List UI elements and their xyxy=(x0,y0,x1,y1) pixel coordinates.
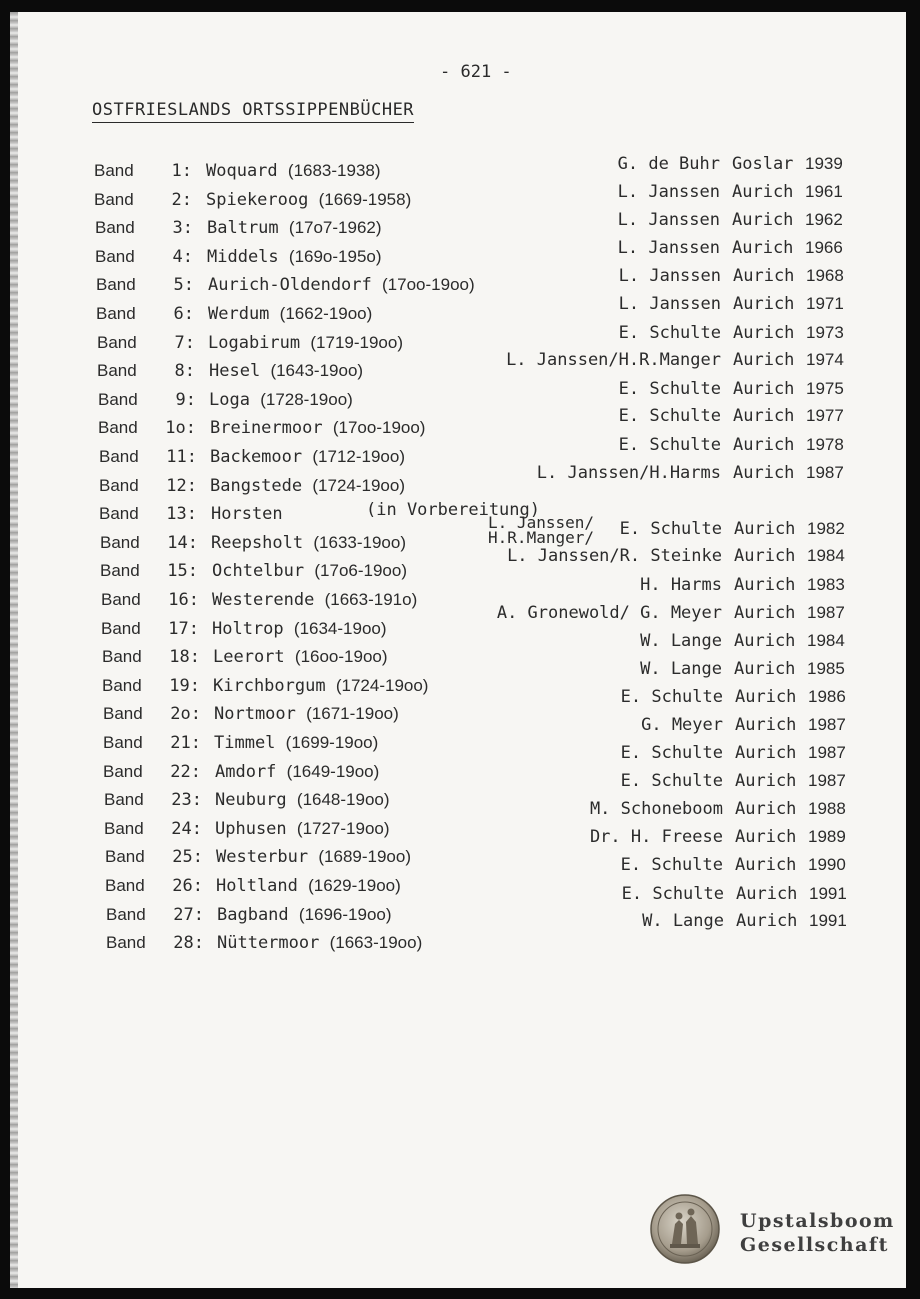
year-range: (1728-19oo) xyxy=(260,390,353,409)
publication-year: 1987 xyxy=(806,463,844,482)
publication-place: Aurich xyxy=(734,546,796,566)
year-range: (1669-1958) xyxy=(318,190,412,209)
author-name: G. de Buhr xyxy=(617,154,720,174)
band-number: 6: xyxy=(173,304,194,324)
document-page xyxy=(10,12,906,1288)
publication-year: 1987 xyxy=(808,771,846,790)
band-number: 18: xyxy=(169,647,200,667)
publication-year: 1985 xyxy=(807,659,845,678)
band-number: 19: xyxy=(169,676,200,696)
author-name: L. Janssen xyxy=(618,294,721,314)
author-name: E. Schulte xyxy=(620,743,723,763)
band-number: 3: xyxy=(172,218,193,238)
author-name: L. Janssen xyxy=(617,182,720,202)
band-title xyxy=(213,676,428,696)
author xyxy=(619,379,721,399)
author xyxy=(618,238,720,258)
publication-year: 1974 xyxy=(806,350,844,369)
band-number: 28: xyxy=(173,933,204,953)
author-name: E. Schulte xyxy=(618,406,721,426)
publication-year: 1987 xyxy=(808,715,846,734)
band-title xyxy=(209,361,363,381)
author xyxy=(621,743,723,763)
author xyxy=(619,323,721,343)
band-label: Band xyxy=(94,161,134,180)
band-number: 1o: xyxy=(165,418,196,438)
publication-year: 1973 xyxy=(806,323,844,342)
year-range: (1663-19oo) xyxy=(329,933,423,952)
publication-year: 1990 xyxy=(808,855,846,874)
band-label: Band xyxy=(104,790,144,809)
author-name: L. Janssen/H.Harms xyxy=(536,463,721,483)
publication-place: Aurich xyxy=(734,519,796,539)
author-name: A. Gronewold/ G. Meyer xyxy=(496,603,722,623)
band-title xyxy=(216,876,401,896)
author-name: H. Harms xyxy=(640,575,722,595)
band-label: Band xyxy=(100,533,140,552)
year-range: (1648-19oo) xyxy=(296,790,390,809)
publication-year: 1983 xyxy=(807,575,845,594)
band-list xyxy=(10,12,906,1288)
band-title xyxy=(216,847,411,867)
place-name: Backemoor xyxy=(210,447,303,467)
band-label: Band xyxy=(106,905,146,924)
author xyxy=(506,350,721,370)
band-number: 16: xyxy=(168,590,199,610)
page-number: - 621 - xyxy=(440,62,512,82)
author-name: W. Lange xyxy=(642,911,724,931)
band-number: 7: xyxy=(174,333,195,353)
year-range: (1712-19oo) xyxy=(312,447,405,466)
author xyxy=(488,513,722,547)
author xyxy=(618,154,720,174)
place-name: Werdum xyxy=(208,304,270,324)
publication-year: 1984 xyxy=(807,631,845,650)
place-name: Bangstede xyxy=(210,476,303,496)
author-name: E. Schulte xyxy=(618,435,721,455)
year-range: (1683-1938) xyxy=(287,161,381,180)
band-label: Band xyxy=(97,333,137,352)
place-name: Logabirum xyxy=(208,333,301,353)
author-name: L. Janssen xyxy=(617,238,720,258)
society-name xyxy=(740,1209,895,1257)
author-name: L. Janssen xyxy=(618,266,721,286)
publication-place: Aurich xyxy=(736,911,798,931)
author xyxy=(618,210,720,230)
band-title xyxy=(210,418,425,438)
publication-year: 1975 xyxy=(806,379,844,398)
author xyxy=(621,771,723,791)
band-label: Band xyxy=(99,476,139,495)
band-label: Band xyxy=(99,504,139,523)
author xyxy=(640,631,722,651)
place-name: Baltrum xyxy=(207,218,279,238)
place-name: Ochtelbur xyxy=(212,561,305,581)
band-number: 17: xyxy=(168,619,199,639)
seal-logo-icon xyxy=(650,1194,720,1264)
band-title xyxy=(211,504,283,524)
publication-year: 1987 xyxy=(808,743,846,762)
year-range: (1727-19oo) xyxy=(296,819,390,838)
year-range: (1634-19oo) xyxy=(293,619,387,638)
author xyxy=(621,687,723,707)
band-number: 4: xyxy=(172,247,193,267)
band-title xyxy=(209,390,353,410)
author-name: L. Janssen xyxy=(617,210,720,230)
year-range: (1649-19oo) xyxy=(286,762,380,781)
place-name: Nortmoor xyxy=(214,704,296,724)
band-title xyxy=(215,762,379,782)
publication-place: Aurich xyxy=(732,182,794,202)
place-name: Holtland xyxy=(216,876,298,896)
place-name: Breinermoor xyxy=(210,418,323,438)
publication-year: 1986 xyxy=(808,687,846,706)
place-name: Kirchborgum xyxy=(213,676,326,696)
page-title: OSTFRIESLANDS ORTSSIPPENBÜCHER xyxy=(92,100,414,123)
place-name: Timmel xyxy=(214,733,276,753)
band-title xyxy=(215,790,390,810)
year-range: (1663-191o) xyxy=(324,590,418,609)
author-name: M. Schoneboom xyxy=(589,799,723,819)
publication-place: Aurich xyxy=(735,715,797,735)
author-name: E. Schulte xyxy=(620,855,723,875)
band-label: Band xyxy=(98,390,138,409)
place-name: Nüttermoor xyxy=(217,933,320,953)
publication-place: Aurich xyxy=(733,463,795,483)
band-title xyxy=(208,304,372,324)
author-name: G. Meyer xyxy=(641,715,723,735)
publication-place: Aurich xyxy=(732,238,794,258)
publication-year: 1991 xyxy=(809,884,847,903)
band-title xyxy=(212,619,387,639)
publication-place: Aurich xyxy=(733,406,795,426)
band-title xyxy=(215,819,390,839)
year-range: (17o6-19oo) xyxy=(314,561,407,580)
band-title xyxy=(210,476,405,496)
band-label: Band xyxy=(106,933,146,952)
year-range: (1671-19oo) xyxy=(306,704,399,723)
band-label: Band xyxy=(97,361,137,380)
band-title xyxy=(212,590,417,610)
publication-year: 1968 xyxy=(806,266,844,285)
place-name: Westerende xyxy=(212,590,315,610)
place-name: Aurich-Oldendorf xyxy=(208,275,372,295)
publication-place: Aurich xyxy=(732,210,794,230)
publication-year: 1939 xyxy=(805,154,843,173)
publication-year: 1982 xyxy=(807,519,845,538)
publication-place: Aurich xyxy=(733,350,795,370)
band-number: 23: xyxy=(171,790,202,810)
band-entry xyxy=(10,463,906,500)
publication-place: Aurich xyxy=(734,631,796,651)
band-number: 15: xyxy=(167,561,198,581)
band-title xyxy=(211,533,406,553)
year-range: (17oo-19oo) xyxy=(382,275,475,294)
band-label: Band xyxy=(105,847,145,866)
society-name-line1: Upstalsboom xyxy=(740,1210,895,1232)
band-number: 12: xyxy=(166,476,197,496)
author xyxy=(619,266,721,286)
year-range: (17oo-19oo) xyxy=(332,418,426,437)
band-number: 25: xyxy=(172,847,203,867)
author xyxy=(619,294,721,314)
author xyxy=(619,435,721,455)
author xyxy=(537,463,721,483)
band-title xyxy=(212,561,407,581)
author xyxy=(640,575,722,595)
author-name: L. Janssen/R. Steinke xyxy=(507,546,722,566)
place-name: Spiekeroog xyxy=(206,190,309,210)
author-line: L. Janssen/ xyxy=(488,513,594,532)
author-name: W. Lange xyxy=(640,631,722,651)
author-name: E. Schulte xyxy=(618,323,721,343)
place-name: Middels xyxy=(207,247,279,267)
publication-place: Aurich xyxy=(735,687,797,707)
year-range: (1662-19oo) xyxy=(279,304,373,323)
band-label: Band xyxy=(94,190,134,209)
band-title xyxy=(210,447,405,467)
band-label: Band xyxy=(103,762,143,781)
publication-place: Aurich xyxy=(735,855,797,875)
publication-year: 1966 xyxy=(805,238,843,257)
publication-year: 1961 xyxy=(805,182,843,201)
publication-place: Aurich xyxy=(734,603,796,623)
place-name: Leerort xyxy=(213,647,285,667)
publication-place: Aurich xyxy=(733,323,795,343)
band-label: Band xyxy=(101,590,141,609)
band-label: Band xyxy=(101,619,141,638)
author-name: Dr. H. Freese xyxy=(589,827,723,847)
author xyxy=(642,911,724,931)
author-name: E. Schulte xyxy=(618,379,721,399)
year-range: (1643-19oo) xyxy=(270,361,364,380)
author xyxy=(507,546,722,566)
year-range: (16oo-19oo) xyxy=(294,647,388,666)
band-label: Band xyxy=(96,275,136,294)
author-name: W. Lange xyxy=(640,659,722,679)
publication-place: Aurich xyxy=(735,743,797,763)
publication-year: 1984 xyxy=(807,546,845,565)
publication-place: Aurich xyxy=(733,294,795,314)
author-name: E. Schulte xyxy=(619,519,722,539)
author xyxy=(621,855,723,875)
band-label: Band xyxy=(95,247,135,266)
author xyxy=(590,799,723,819)
year-range: (1699-19oo) xyxy=(285,733,379,752)
publication-place: Aurich xyxy=(735,799,797,819)
place-name: Westerbur xyxy=(216,847,309,867)
author xyxy=(497,603,722,623)
publication-place: Aurich xyxy=(733,379,795,399)
author-name: L. Janssen/H.R.Manger xyxy=(506,350,721,370)
band-label: Band xyxy=(96,304,136,323)
place-name: Hesel xyxy=(209,361,261,381)
author-name: E. Schulte xyxy=(620,771,723,791)
year-range: (1719-19oo) xyxy=(310,333,403,352)
status-note: (in Vorbereitung) xyxy=(366,500,540,520)
place-name: Neuburg xyxy=(215,790,287,810)
author xyxy=(590,827,723,847)
publication-year: 1978 xyxy=(806,435,844,454)
publication-place: Aurich xyxy=(736,884,798,904)
publication-year: 1991 xyxy=(809,911,847,930)
band-number: 2o: xyxy=(170,704,201,724)
band-label: Band xyxy=(105,876,145,895)
year-range: (1696-19oo) xyxy=(298,905,392,924)
publication-year: 1977 xyxy=(806,406,844,425)
band-number: 2: xyxy=(171,190,192,210)
band-title xyxy=(208,333,403,353)
band-label: Band xyxy=(102,647,142,666)
year-range: (17o7-1962) xyxy=(288,218,382,237)
year-range: (169o-195o) xyxy=(288,247,382,266)
place-name: Horsten xyxy=(211,504,283,524)
publication-year: 1987 xyxy=(807,603,845,622)
publication-place: Aurich xyxy=(734,575,796,595)
band-number: 13: xyxy=(166,504,197,524)
place-name: Bagband xyxy=(217,905,289,925)
year-range: (1724-19oo) xyxy=(335,676,429,695)
publication-place: Aurich xyxy=(734,659,796,679)
band-title xyxy=(217,905,392,925)
publication-place: Aurich xyxy=(733,266,795,286)
place-name: Loga xyxy=(209,390,250,410)
publication-place: Aurich xyxy=(735,771,797,791)
place-name: Uphusen xyxy=(215,819,287,839)
band-label: Band xyxy=(102,676,142,695)
band-label: Band xyxy=(99,447,139,466)
publication-year: 1988 xyxy=(808,799,846,818)
band-number: 9: xyxy=(175,390,196,410)
band-label: Band xyxy=(98,418,138,437)
year-range: (1724-19oo) xyxy=(312,476,405,495)
band-title xyxy=(207,247,382,267)
place-name: Holtrop xyxy=(212,619,284,639)
publication-year: 1971 xyxy=(806,294,844,313)
band-number: 21: xyxy=(170,733,201,753)
author-name: E. Schulte xyxy=(621,884,724,904)
band-number: 22: xyxy=(170,762,201,782)
band-title xyxy=(214,704,399,724)
author-line: H.R.Manger/ xyxy=(488,528,594,547)
publication-place: Aurich xyxy=(733,435,795,455)
band-number: 1: xyxy=(171,161,192,181)
place-name: Reepsholt xyxy=(211,533,304,553)
band-title xyxy=(214,733,378,753)
year-range: (1689-19oo) xyxy=(318,847,411,866)
band-label: Band xyxy=(95,218,135,237)
band-title xyxy=(217,933,422,953)
year-range: (1633-19oo) xyxy=(313,533,406,552)
band-title xyxy=(206,161,381,181)
author xyxy=(622,884,724,904)
band-number: 27: xyxy=(173,905,204,925)
publication-year: 1962 xyxy=(805,210,843,229)
band-label: Band xyxy=(104,819,144,838)
year-range: (1629-19oo) xyxy=(308,876,401,895)
place-name: Amdorf xyxy=(215,762,277,782)
publication-year: 1989 xyxy=(808,827,846,846)
author xyxy=(619,406,721,426)
author-name: E. Schulte xyxy=(620,687,723,707)
author xyxy=(618,182,720,202)
publication-place: Goslar xyxy=(732,154,794,174)
band-title xyxy=(206,190,411,210)
band-title xyxy=(213,647,388,667)
band-title xyxy=(207,218,382,238)
band-number: 8: xyxy=(174,361,195,381)
place-name: Woquard xyxy=(206,161,278,181)
band-number: 24: xyxy=(171,819,202,839)
author xyxy=(640,659,722,679)
band-title xyxy=(208,275,475,295)
band-number: 26: xyxy=(172,876,203,896)
band-number: 14: xyxy=(167,533,198,553)
band-number: 11: xyxy=(166,447,197,467)
band-label: Band xyxy=(103,704,143,723)
band-label: Band xyxy=(103,733,143,752)
society-name-line2: Gesellschaft xyxy=(740,1234,889,1256)
author xyxy=(641,715,723,735)
band-label: Band xyxy=(100,561,140,580)
band-number: 5: xyxy=(173,275,194,295)
publication-place: Aurich xyxy=(735,827,797,847)
